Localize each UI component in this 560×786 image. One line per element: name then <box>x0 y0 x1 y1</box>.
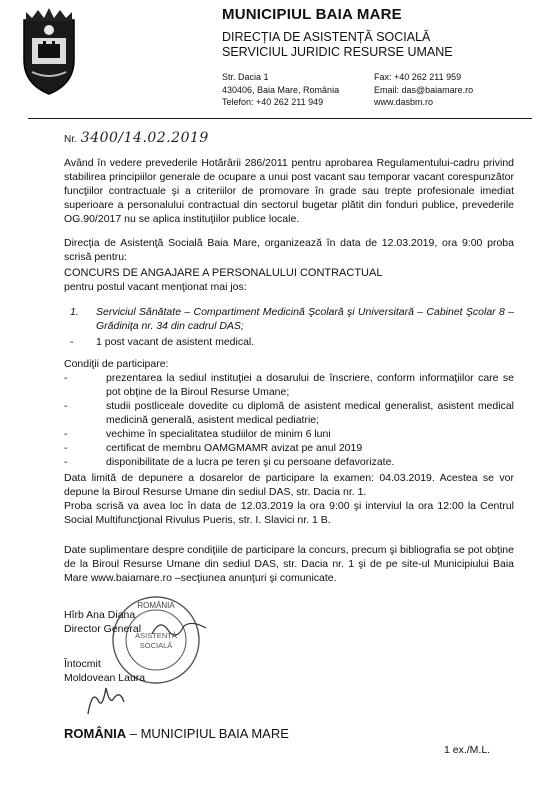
item-text: 1 post vacant de asistent medical. <box>96 336 255 348</box>
list-item <box>64 441 514 455</box>
footer-city: – MUNICIPIUL BAIA MARE <box>126 726 289 741</box>
position-item <box>64 305 514 333</box>
stamp-mid-text-1: ASISTENȚĂ <box>135 631 177 640</box>
item-dash: - <box>64 456 68 468</box>
item-text: certificat de membru OAMGMAMR avizat pe anul 2019 <box>106 442 363 454</box>
director-signature-block <box>64 608 141 636</box>
director-signature-icon <box>150 612 210 642</box>
prepared-label: Întocmit <box>64 658 101 670</box>
prepared-name: Moldovean Laura <box>64 672 146 684</box>
conditions-list <box>64 371 514 469</box>
position-count <box>64 335 514 349</box>
stamp-top-text: ROMÂNIA <box>137 601 175 610</box>
list-item <box>64 455 514 469</box>
item-text: prezentarea la sediul instituţiei a dosarului de înscriere, conform informaţiilor care se pot obţine de la Biroul Resurse Umane; <box>106 372 514 398</box>
list-item <box>64 399 514 427</box>
service-name: SERVICIUL JURIDIC RESURSE UMANE <box>222 45 453 59</box>
deadline-paragraph <box>64 471 514 527</box>
department-name: DIRECȚIA DE ASISTENȚĂ SOCIALĂ <box>222 30 431 44</box>
organize-paragraph: Direcţia de Asistenţă Socială Baia Mare, organizează în data de 12.03.2019, ora 9:00 proba scrisă pentru: <box>64 237 514 263</box>
copies-note: 1 ex./M.L. <box>444 744 491 756</box>
item-dash: - <box>64 372 68 384</box>
municipality-title: MUNICIPIUL BAIA MARE <box>222 6 402 23</box>
director-title: Director General <box>64 623 142 635</box>
address-city: 430406, Baia Mare, România <box>222 84 340 95</box>
item-dash: - <box>64 400 68 412</box>
address-street: Str. Dacia 1 <box>222 72 269 82</box>
municipality-crest-icon <box>18 8 80 96</box>
item-dash: - <box>64 442 68 454</box>
deadline-text: Data limită de depunere a dosarelor de participare la examen: 04.03.2019. Acestea se vor depune la Biroul Resurse Umane din sediul DAS, str. Dacia nr. 1. <box>64 472 514 498</box>
preparer-signature-icon <box>80 680 130 720</box>
item-text: studii postliceale dovedite cu diplomă de asistent medical generalist, asistent medical medicină generală, asistent medical pediatrie; <box>106 400 514 426</box>
email-address: Email: das@baiamare.ro <box>374 84 474 95</box>
website: www.dasbm.ro <box>374 97 434 107</box>
contest-heading <box>64 266 514 294</box>
extra-info-paragraph: Date suplimentare despre condiţiile de participare la concurs, precum şi bibliografia se pot obţine de la Biroul Resurse Umane din sediul DAS, str. Dacia nr. 1 şi de pe site-ul Municipiului Baia Mare www.baiamare.ro –secţiunea anunţuri şi comunicate. <box>64 544 514 584</box>
item-text: vechime în specialitatea studiilor de minim 6 luni <box>106 428 331 440</box>
exam-text: Proba scrisă va avea loc în data de 12.03.2019 la ora 9:00 şi interviul la ora 12:00 la Centrul Social Multifuncţional Rivulus Pueris, str. I. Slavici nr. 1 B. <box>64 500 514 526</box>
footer-country: ROMÂNIA <box>64 726 127 741</box>
contact-address-block <box>222 71 339 109</box>
footer-municipality <box>64 726 289 741</box>
stamp-mid-text-2: SOCIALĂ <box>139 641 173 650</box>
intro-paragraph: Având în vedere prevederile Hotărârii 286/2011 pentru aprobarea Regulamentului-cadru privind stabilirea principiilor generale de ocupare a unui post vacant sau temporar vacant corespunzător funcţiilor contractuale şi a criteriilor de promovare în grade sau trepte profesionale imediat superioare a personalului contractual din sectorul bugetar plătit din fonduri publice, prevederile OG.90/2017 nu se aplica instituţiilor publice locale. <box>64 157 514 225</box>
header-divider <box>28 118 532 119</box>
fax-number: Fax: +40 262 211 959 <box>374 72 462 82</box>
registration-number <box>64 130 209 146</box>
contest-title: CONCURS DE ANGAJARE A PERSONALULUI CONTRACTUAL <box>64 267 383 279</box>
phone-number: Telefon: +40 262 211 949 <box>222 97 324 107</box>
contest-subtitle: pentru postul vacant menţionat mai jos: <box>64 281 247 293</box>
conditions-title: Condiţii de participare: <box>64 358 169 370</box>
item-text: disponibilitate de a lucra pe teren şi cu persoane defavorizate. <box>106 456 395 468</box>
director-name: Hîrb Ana Diana <box>64 609 136 621</box>
list-item <box>64 427 514 441</box>
registration-label: Nr. <box>64 134 77 145</box>
item-dash: - <box>64 428 68 440</box>
contact-online-block <box>374 71 473 109</box>
registration-handwritten: 3400/14.02.2019 <box>80 130 209 146</box>
item-dash: - <box>70 336 74 348</box>
item-text: Serviciul Sănătate – Compartiment Medicină Şcolară şi Universitară – Cabinet Şcolar 8 – Grădiniţa nr. 34 din cadrul DAS; <box>96 306 514 332</box>
item-number: 1. <box>70 306 79 318</box>
list-item <box>64 371 514 399</box>
